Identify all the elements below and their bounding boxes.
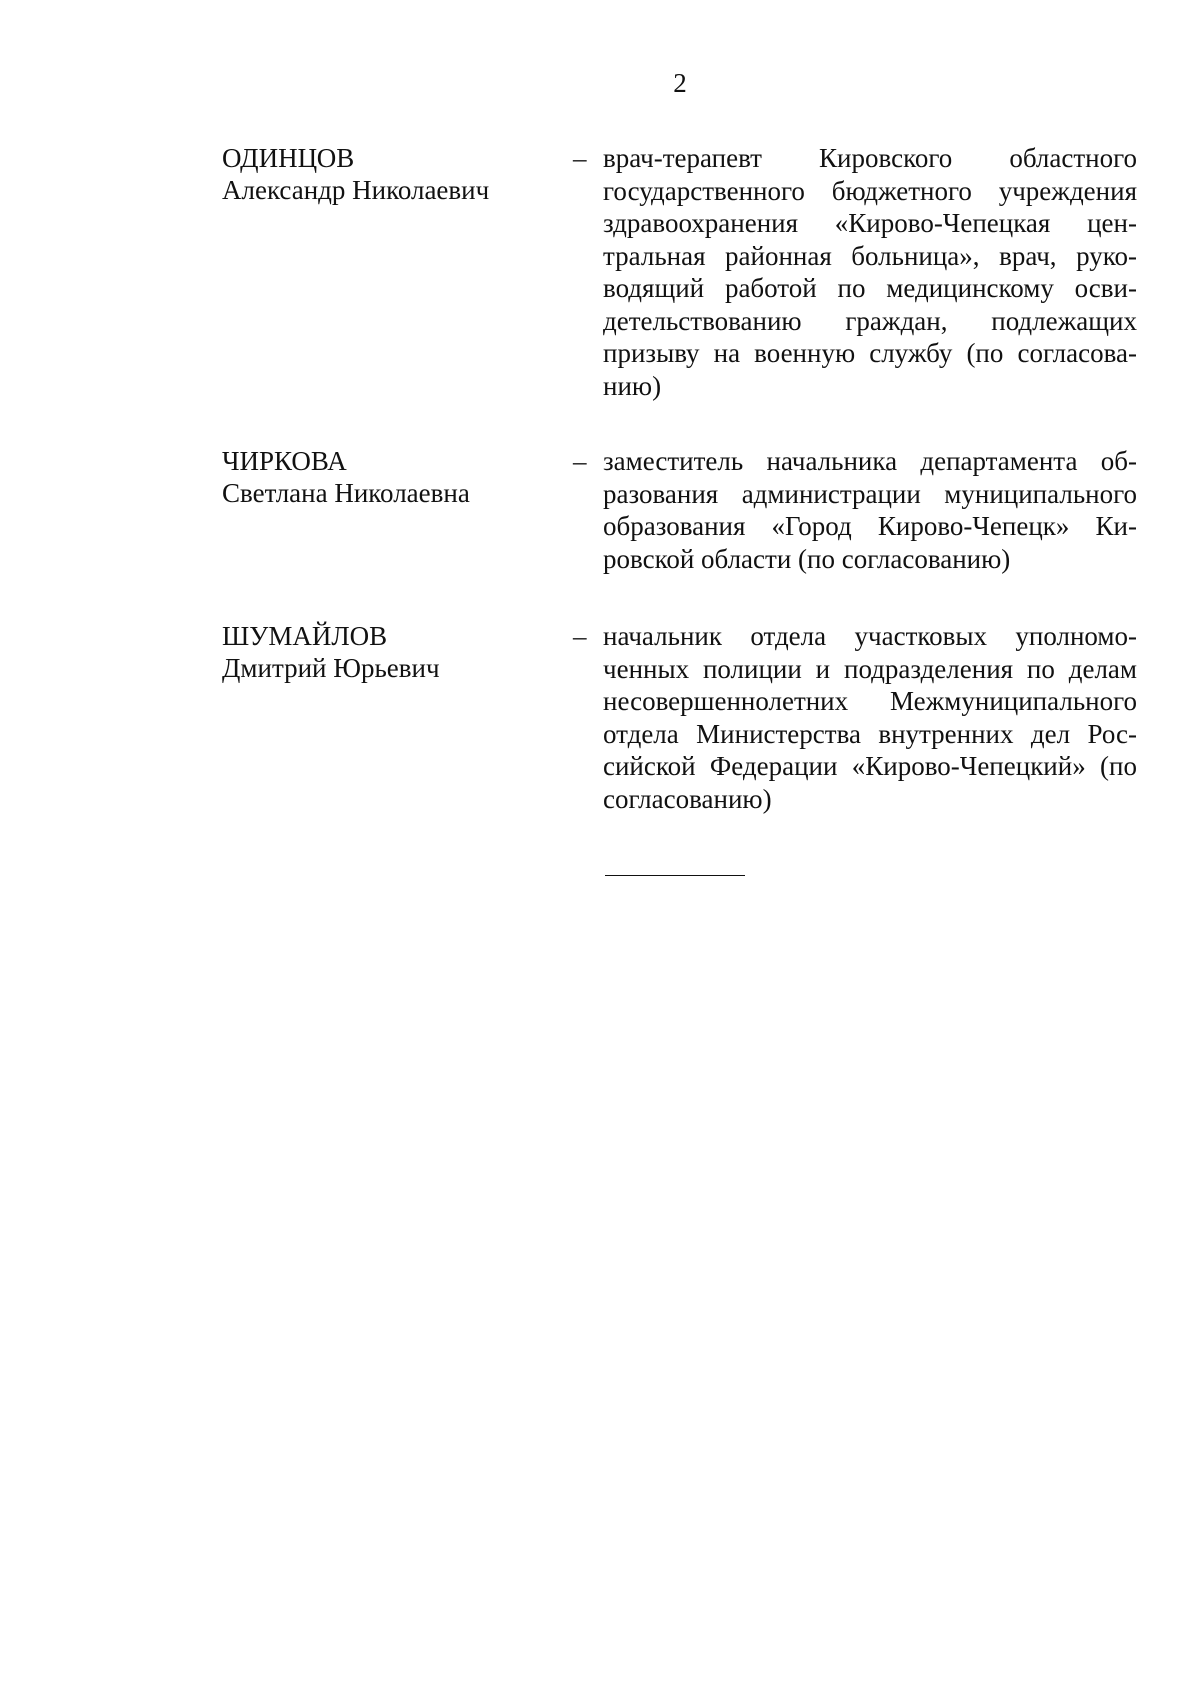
member-given-names: Дмитрий Юрьевич: [222, 653, 440, 683]
member-position: начальник отдела участковых уполномоченных полиции и подразделения по делам несовершеннолетних Межмуниципального отдела Министерства внутренних дел Российской Федерации «Кирово-Чепецкий» (по согласованию): [603, 621, 1137, 814]
member-given-names: Александр Николаевич: [222, 175, 490, 205]
member-given-names: Светлана Николаевна: [222, 478, 470, 508]
member-surname: ЧИРКОВА: [222, 446, 347, 476]
member-position: врач-терапевт Кировского областного государственного бюджетного учреждения здравоохранения «Кирово-Чепецкая центральная районная больница», врач, руководящий работой по медицинскому освидетельствованию граждан, подлежащих призыву на военную службу (по согласованию): [603, 143, 1137, 401]
member-name: [222, 445, 552, 509]
page-number: 2: [673, 68, 687, 98]
member-name: [222, 142, 552, 206]
dash-separator: –: [573, 621, 587, 651]
member-surname: ШУМАЙЛОВ: [222, 621, 388, 651]
member-surname: ОДИНЦОВ: [222, 143, 355, 173]
member-position: заместитель начальника департамента образования администрации муниципального образования «Город Кирово-Чепецк» Кировской области (по согласованию): [603, 446, 1137, 574]
dash-separator: –: [573, 143, 587, 173]
dash-separator: –: [573, 446, 587, 476]
end-of-list-rule: [605, 875, 745, 876]
member-name: [222, 620, 552, 684]
